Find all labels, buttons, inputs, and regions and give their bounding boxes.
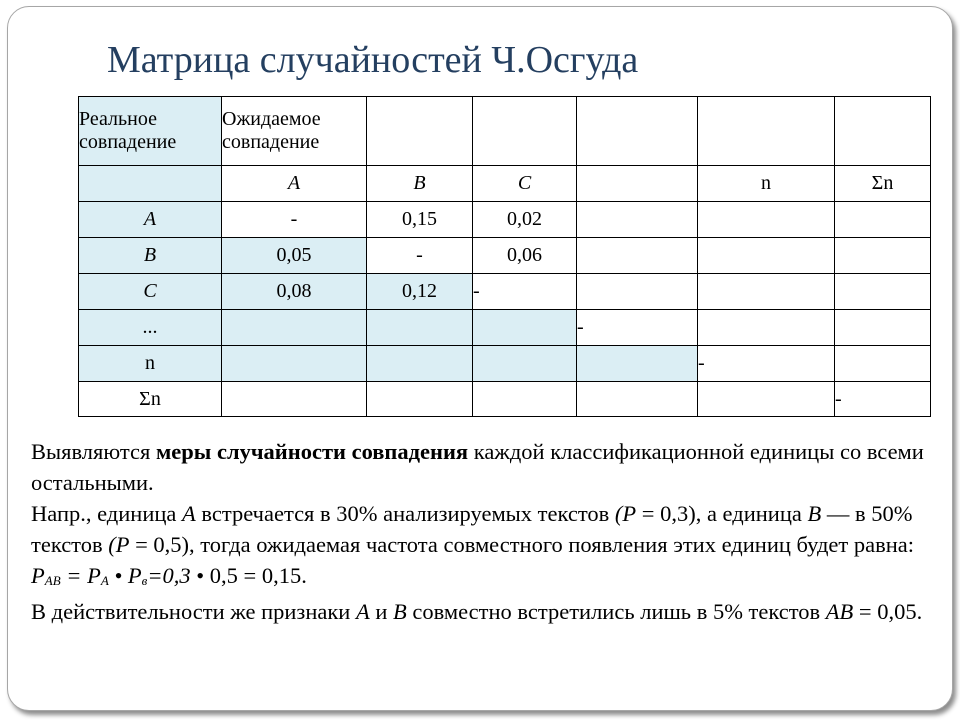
paragraph: В действительности же признаки А и В совместно встретились лишь в 5% текстов АВ = 0,05.	[31, 599, 923, 624]
table-header-row	[79, 97, 931, 166]
expected-match-header: Ожидаемое совпадение	[222, 97, 367, 166]
table-cell: -	[473, 274, 577, 310]
table-cell: -	[222, 202, 367, 238]
col-label: n	[698, 166, 835, 202]
row-label: C	[79, 274, 222, 310]
table-cell: -	[835, 382, 931, 417]
col-label: A	[222, 166, 367, 202]
paragraph: Напр., единица А встречается в 30% анализируемых текстов (Р = 0,3), а единица В — в 50% текстов (Р = 0,5), тогда ожидаемая частота совместного появления этих единиц будет равна: $Р_{АВ} = Р_А$ • $Р_в=0,3$ • 0,5 = 0,15.	[31, 501, 914, 588]
table-row	[79, 238, 931, 274]
real-match-header: Реальное совпадение	[79, 97, 222, 166]
table-row	[79, 274, 931, 310]
table-cell: 0,12	[367, 274, 473, 310]
table-cell: 0,02	[473, 202, 577, 238]
row-label: n	[79, 346, 222, 382]
table-cell: -	[577, 310, 698, 346]
row-label: B	[79, 238, 222, 274]
column-label-row	[79, 166, 931, 202]
table-row	[79, 202, 931, 238]
row-label: ...	[79, 310, 222, 346]
table-cell: 0,08	[222, 274, 367, 310]
table-cell: 0,05	[222, 238, 367, 274]
col-label: C	[473, 166, 577, 202]
col-label: B	[367, 166, 473, 202]
row-label: A	[79, 202, 222, 238]
table-cell: -	[367, 238, 473, 274]
table-cell: -	[698, 346, 835, 382]
table-cell: 0,06	[473, 238, 577, 274]
table-cell: 0,15	[367, 202, 473, 238]
slide-title: Матрица случайностей Ч.Осгуда	[107, 39, 639, 81]
col-label	[577, 166, 698, 202]
table-row	[79, 310, 931, 346]
contingency-matrix	[78, 96, 931, 417]
table-row	[79, 382, 931, 417]
paragraph: Выявляются меры случайности совпадения каждой классификационной единицы со всеми остальными.	[31, 439, 924, 495]
table-row	[79, 346, 931, 382]
row-label: Σn	[79, 382, 222, 417]
col-label: Σn	[835, 166, 931, 202]
slide-body	[31, 436, 931, 627]
